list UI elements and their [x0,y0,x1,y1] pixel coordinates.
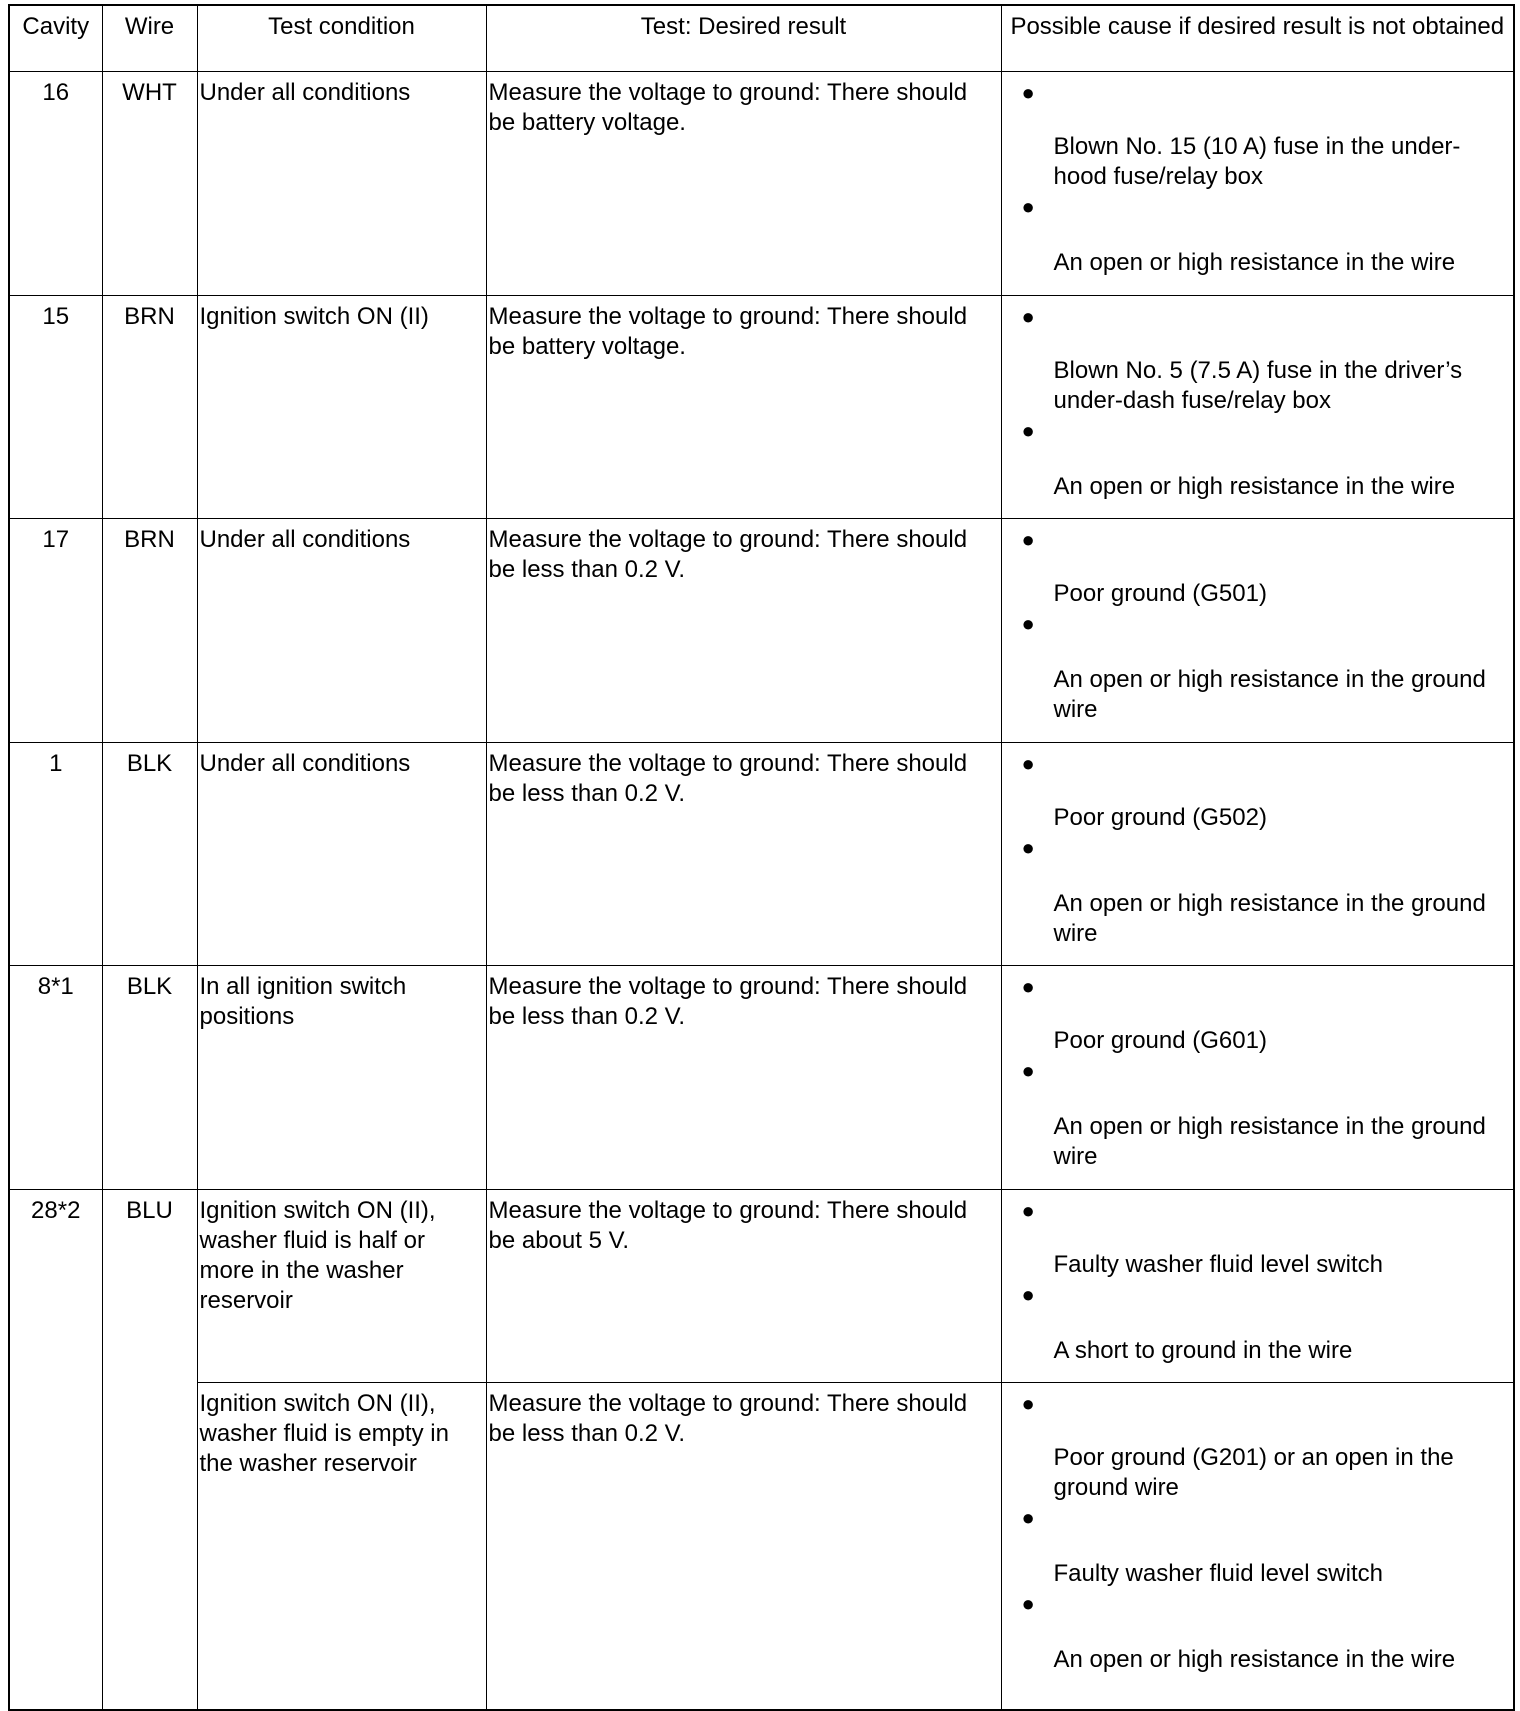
cause-text: An open or high resistance in the ground wire [1053,889,1486,947]
table-row [9,1382,1514,1710]
cavity-cell: 1 [9,742,102,965]
result-cell: Measure the voltage to ground: There should be less than 0.2 V. [486,742,1001,965]
table-row [9,742,1514,965]
cavity-cell: 16 [9,71,102,295]
result-cell: Measure the voltage to ground: There should be less than 0.2 V. [486,518,1001,742]
cause-cell [1001,71,1514,295]
cause-text: Poor ground (G201) or an open in the ground wire [1053,1443,1454,1501]
header-test-condition: Test condition [197,5,486,71]
result-cell: Measure the voltage to ground: There should be less than 0.2 V. [486,965,1001,1189]
wire-cell: BLK [102,965,197,1189]
cause-item [1002,1190,1510,1280]
table-row [9,965,1514,1189]
header-possible-cause: Possible cause if desired result is not obtained [1001,5,1514,71]
bullet-icon: ● [1021,193,1035,219]
cause-text: Poor ground (G502) [1053,803,1267,831]
wiring-test-table [8,4,1515,1711]
cause-text: An open or high resistance in the wire [1053,1645,1456,1673]
cause-cell [1001,965,1514,1189]
condition-cell: Ignition switch ON (II), washer fluid is half or more in the washer reservoir [197,1189,486,1382]
cause-text: Blown No. 15 (10 A) fuse in the under-hood fuse/relay box [1053,132,1461,190]
bullet-icon: ● [1021,417,1035,443]
cavity-cell: 8*1 [9,965,102,1189]
cavity-cell: 15 [9,295,102,518]
cause-cell [1001,1189,1514,1382]
table-row [9,295,1514,518]
condition-cell: Ignition switch ON (II) [197,295,486,518]
cause-item [1002,72,1510,192]
bullet-icon: ● [1021,79,1035,105]
bullet-icon: ● [1021,1197,1035,1223]
condition-cell: Under all conditions [197,71,486,295]
table-row [9,1189,1514,1382]
result-cell: Measure the voltage to ground: There should be battery voltage. [486,295,1001,518]
condition-cell: Under all conditions [197,742,486,965]
cause-text: Faulty washer fluid level switch [1053,1559,1383,1587]
bullet-icon: ● [1021,973,1035,999]
cause-cell [1001,742,1514,965]
header-wire: Wire [102,5,197,71]
condition-cell: In all ignition switch positions [197,965,486,1189]
cause-text: Blown No. 5 (7.5 A) fuse in the driver’s under-dash fuse/relay box [1053,356,1463,414]
cause-text: An open or high resistance in the wire [1053,248,1456,276]
cause-item [1002,743,1510,833]
cause-text: An open or high resistance in the ground wire [1053,1112,1486,1170]
bullet-icon: ● [1021,1057,1035,1083]
table-row [9,518,1514,742]
result-cell: Measure the voltage to ground: There should be less than 0.2 V. [486,1382,1001,1710]
cavity-cell: 28*2 [9,1189,102,1710]
header-desired-result: Test: Desired result [486,5,1001,71]
cause-item [1002,1383,1510,1503]
wire-cell: BRN [102,295,197,518]
result-cell: Measure the voltage to ground: There should be about 5 V. [486,1189,1001,1382]
cause-text: A short to ground in the wire [1053,1336,1353,1364]
cause-text: An open or high resistance in the ground wire [1053,665,1486,723]
wire-cell: BRN [102,518,197,742]
header-cavity: Cavity [9,5,102,71]
header-row [9,5,1514,71]
bullet-icon: ● [1021,1504,1035,1530]
bullet-icon: ● [1021,1390,1035,1416]
cause-item [1002,519,1510,609]
result-cell: Measure the voltage to ground: There should be battery voltage. [486,71,1001,295]
bullet-icon: ● [1021,834,1035,860]
cause-text: Poor ground (G601) [1053,1026,1267,1054]
condition-cell: Under all conditions [197,518,486,742]
cause-cell [1001,1382,1514,1710]
condition-cell: Ignition switch ON (II), washer fluid is empty in the washer reservoir [197,1382,486,1710]
cause-item [1002,1589,1510,1675]
cause-item [1002,296,1510,416]
cause-item [1002,1056,1510,1172]
bullet-icon: ● [1021,526,1035,552]
cause-item [1002,416,1510,502]
wire-cell: BLU [102,1189,197,1710]
cause-item [1002,1280,1510,1366]
cause-item [1002,1503,1510,1589]
wire-cell: BLK [102,742,197,965]
cause-text: Poor ground (G501) [1053,579,1267,607]
cause-item [1002,833,1510,949]
cause-cell [1001,518,1514,742]
cause-item [1002,192,1510,278]
bullet-icon: ● [1021,1281,1035,1307]
bullet-icon: ● [1021,610,1035,636]
bullet-icon: ● [1021,303,1035,329]
cause-text: An open or high resistance in the wire [1053,472,1456,500]
table-row [9,71,1514,295]
wire-cell: WHT [102,71,197,295]
cause-item [1002,609,1510,725]
bullet-icon: ● [1021,1590,1035,1616]
cause-item [1002,966,1510,1056]
cause-cell [1001,295,1514,518]
cause-text: Faulty washer fluid level switch [1053,1250,1383,1278]
bullet-icon: ● [1021,750,1035,776]
cavity-cell: 17 [9,518,102,742]
